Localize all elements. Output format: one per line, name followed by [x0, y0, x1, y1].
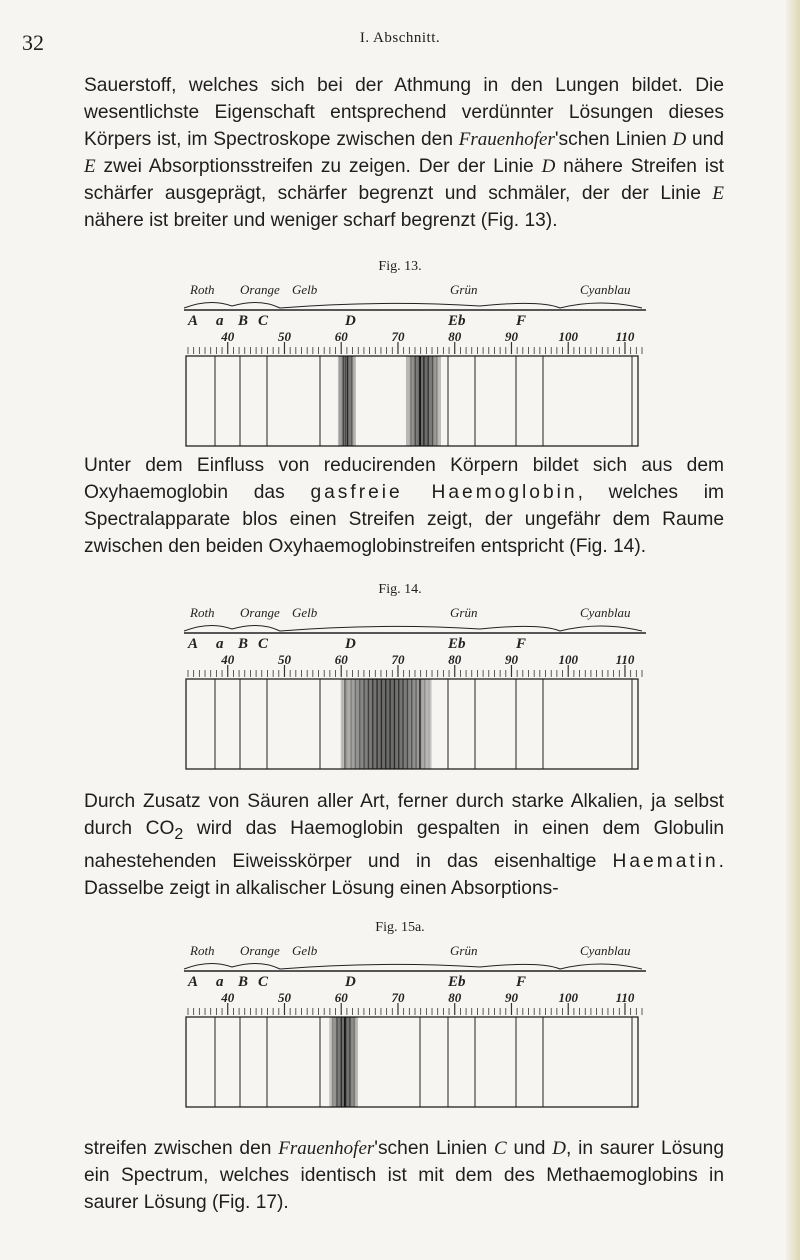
figure-15a — [180, 939, 650, 1119]
scale-number: 60 — [334, 329, 348, 344]
scale-number: 110 — [615, 652, 635, 667]
running-head: I. Abschnitt. — [359, 30, 441, 46]
color-label: Orange — [240, 943, 280, 958]
color-label: Roth — [190, 282, 215, 297]
color-label: Cyanblau — [580, 605, 631, 620]
fraunhofer-line-label: a — [216, 313, 224, 329]
fraunhofer-line-label: A — [188, 636, 199, 652]
fraunhofer-line-label: Eb — [448, 974, 466, 990]
color-label: Grün — [450, 943, 478, 958]
fraunhofer-line-label: C — [258, 313, 269, 329]
figure-13 — [180, 278, 650, 458]
absorption-band — [341, 679, 431, 769]
color-brace — [184, 963, 642, 969]
fraunhofer-line-label: B — [238, 974, 249, 990]
scale-number: 70 — [391, 329, 405, 344]
scale-number: 90 — [504, 652, 518, 667]
scale-number: 80 — [448, 329, 462, 344]
scale-number: 110 — [615, 329, 635, 344]
fraunhofer-line-label: F — [516, 636, 527, 652]
figure-14 — [180, 601, 650, 781]
fraunhofer-line-label: D — [345, 974, 356, 990]
fraunhofer-line-label: A — [188, 313, 199, 329]
color-label: Gelb — [292, 605, 318, 620]
fraunhofer-line-label: C — [258, 636, 269, 652]
scale-number: 80 — [448, 990, 462, 1005]
fraunhofer-line-label: Eb — [448, 313, 466, 329]
fraunhofer-line-label: a — [216, 974, 224, 990]
color-label: Roth — [190, 943, 215, 958]
scale-number: 50 — [277, 990, 291, 1005]
fraunhofer-line-label: F — [516, 974, 527, 990]
color-label: Grün — [450, 282, 478, 297]
scale-number: 70 — [391, 652, 405, 667]
color-label: Roth — [190, 605, 215, 620]
fraunhofer-line-label: D — [345, 313, 356, 329]
fraunhofer-line-label: B — [238, 636, 249, 652]
color-brace — [184, 302, 642, 308]
figure-14-caption: Fig. 14. — [378, 582, 422, 597]
color-label: Cyanblau — [580, 943, 631, 958]
color-label: Cyanblau — [580, 282, 631, 297]
color-label: Gelb — [292, 943, 318, 958]
scale-number: 100 — [558, 652, 578, 667]
spectrum-diagram — [180, 939, 650, 1114]
fraunhofer-line-label: F — [516, 313, 527, 329]
figure-13-caption: Fig. 13. — [378, 259, 422, 274]
scale-number: 90 — [504, 990, 518, 1005]
scale-number: 90 — [504, 329, 518, 344]
page-number: 32 — [22, 30, 44, 55]
paragraph-3: Durch Zusatz von Säuren aller Art, ferner durch starke Alkalien, ja selbst durch $CO_2$ wird das Haemoglobin gespalten in einen dem Globulin nahestehenden Eiweisskörper und in das eisenhaltige Haematin. Dasselbe zeigt in alkalischer Lösung einen Absorptions- — [84, 791, 724, 899]
spectrum-diagram — [180, 601, 650, 776]
scale-number: 70 — [391, 990, 405, 1005]
scale-number: 60 — [334, 652, 348, 667]
color-label: Grün — [450, 605, 478, 620]
spectrum-diagram — [180, 278, 650, 453]
color-label: Orange — [240, 605, 280, 620]
paragraph-1: Sauerstoff, welches sich bei der Athmung in den Lungen bildet. Die wesentlichste Eigenschaft entsprechend verdünnter Lösungen dieses Körpers ist, im Spectroskope zwischen den Frauenhofer'schen Linien D und E zwei Absorptionsstreifen zu zeigen. Der der Linie D nähere Streifen ist schärfer ausgeprägt, schärfer begrenzt und schmäler, der der Linie E nähere ist breiter und weniger scharf begrenzt (Fig. 13). — [84, 75, 724, 231]
color-label: Orange — [240, 282, 280, 297]
paragraph-4: streifen zwischen den Frauenhofer'schen Linien C und D, in saurer Lösung ein Spectrum, welches identisch ist mit dem des Methaemoglobins in saurer Lösung (Fig. 17). — [84, 1138, 724, 1213]
scale-number: 40 — [221, 990, 235, 1005]
scale-number: 50 — [277, 652, 291, 667]
fraunhofer-line-label: D — [345, 636, 356, 652]
scale-number: 40 — [221, 329, 235, 344]
figure-15a-caption: Fig. 15a. — [375, 920, 425, 935]
scale-number: 60 — [334, 990, 348, 1005]
fraunhofer-line-label: A — [188, 974, 199, 990]
fraunhofer-line-label: a — [216, 636, 224, 652]
fraunhofer-line-label: B — [238, 313, 249, 329]
spectrum-box — [186, 1017, 638, 1107]
absorption-band — [338, 356, 355, 446]
paragraph-2: Unter dem Einfluss von reducirenden Körpern bildet sich aus dem Oxyhaemoglobin das gasfreie Haemoglobin, welches im Spectralapparate blos einen Streifen zeigt, der ungefähr dem Raume zwischen den beiden Oxyhaemoglobinstreifen entspricht (Fig. 14). — [84, 455, 724, 557]
page-edge — [786, 0, 800, 1260]
color-label: Gelb — [292, 282, 318, 297]
scale-number: 100 — [558, 329, 578, 344]
scale-number: 100 — [558, 990, 578, 1005]
color-brace — [184, 625, 642, 631]
scale-number: 80 — [448, 652, 462, 667]
scale-number: 110 — [615, 990, 635, 1005]
scale-number: 40 — [221, 652, 235, 667]
fraunhofer-line-label: C — [258, 974, 269, 990]
scale-number: 50 — [277, 329, 291, 344]
spectrum-box — [186, 679, 638, 769]
absorption-band — [406, 356, 440, 446]
absorption-band — [330, 1017, 357, 1107]
fraunhofer-line-label: Eb — [448, 636, 466, 652]
